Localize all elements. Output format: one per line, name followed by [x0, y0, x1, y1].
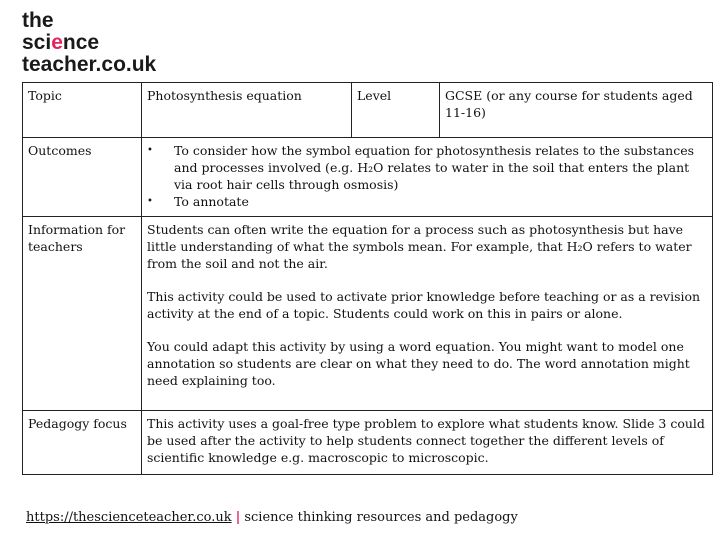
outcomes-list: [147, 142, 707, 210]
outcomes-row: [23, 138, 713, 217]
teacher-info-label: Information for teachers: [23, 217, 142, 411]
footer-separator: |: [235, 510, 241, 525]
logo-accent-letter: e: [51, 31, 63, 54]
outcomes-label: Outcomes: [23, 138, 142, 217]
outcomes-cell: [142, 138, 713, 217]
footer-tagline: science thinking resources and pedagogy: [244, 510, 518, 525]
topic-row: [23, 83, 713, 138]
level-value: GCSE (or any course for students aged 11-16): [440, 83, 713, 138]
site-logo: [22, 10, 156, 76]
topic-label: Topic: [23, 83, 142, 138]
teacher-info-row: [23, 217, 713, 411]
lesson-info-table: [22, 82, 713, 475]
topic-value: Photosynthesis equation: [142, 83, 352, 138]
teacher-info-paragraph: Students can often write the equation for a process such as photosynthesis but have little understanding of what the symbols mean. For example, that H₂O refers to water from the soil and not the air.: [147, 222, 692, 271]
pedagogy-row: [23, 411, 713, 475]
level-label: Level: [352, 83, 440, 138]
logo-line-1: the: [22, 9, 54, 32]
outcome-item: • To annotate: [147, 193, 707, 210]
pedagogy-value: This activity uses a goal-free type problem to explore what students know. Slide 3 could be used after the activity to help students connect together the different levels of scientific knowledge e.g. macroscopic to microscopic.: [142, 411, 713, 475]
logo-line-2: science: [22, 31, 100, 54]
teacher-info-paragraph: You could adapt this activity by using a word equation. You might want to model one annotation so students are clear on what they need to do. The word annotation might need explaining too.: [147, 339, 690, 388]
website-link[interactable]: https://thescienceteacher.co.uk: [26, 510, 232, 525]
logo-line-3: teacher.co.uk: [22, 53, 157, 76]
teacher-info-cell: [142, 217, 713, 411]
pedagogy-label: Pedagogy focus: [23, 411, 142, 475]
teacher-info-paragraph: This activity could be used to activate prior knowledge before teaching or as a revision activity at the end of a topic. Students could work on this in pairs or alone.: [147, 289, 701, 321]
footer: [26, 510, 518, 525]
outcome-item: • To consider how the symbol equation for photosynthesis relates to the substances and processes involved (e.g. H₂O relates to water in the soil that enters the plant via root hair cells through osmosis): [147, 142, 707, 193]
